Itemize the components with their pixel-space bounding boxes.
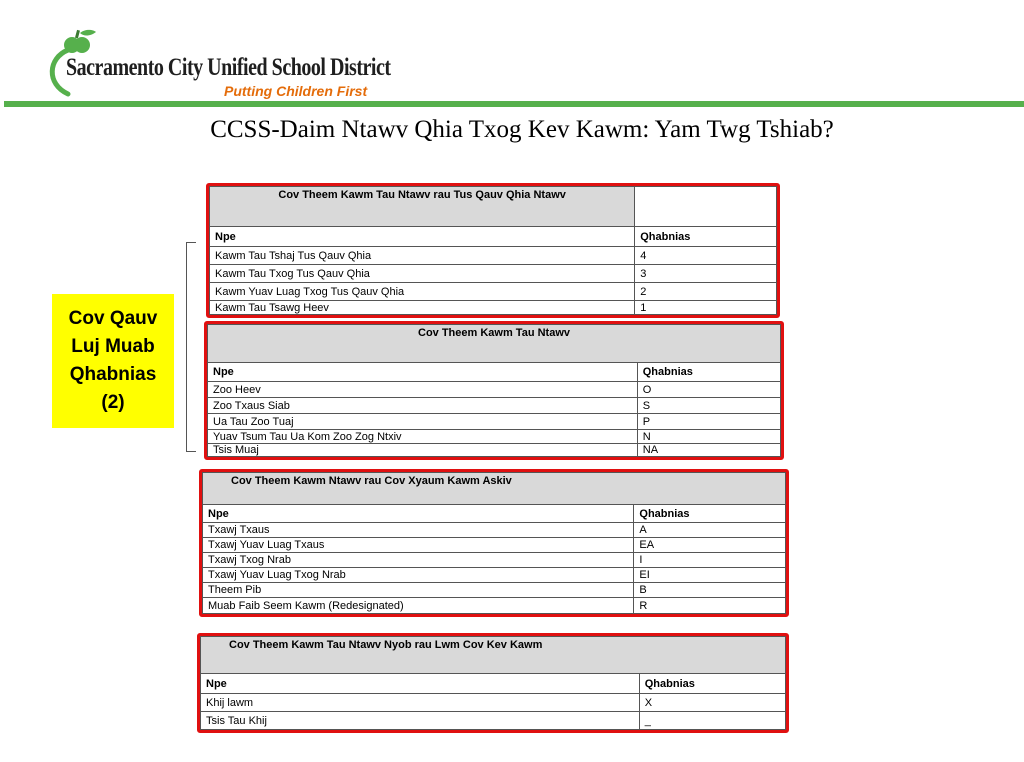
row-grade: 2 [635, 283, 777, 301]
row-name: Kawm Tau Tsawg Heev [210, 301, 635, 315]
performance-table [204, 321, 784, 460]
english-learner-table [199, 469, 789, 617]
row-name: Theem Pib [203, 583, 634, 598]
column-header-grade: Qhabnias [639, 674, 785, 694]
district-logo [46, 28, 391, 102]
bracket [186, 242, 196, 452]
table-row [208, 414, 781, 430]
table-row [208, 444, 781, 457]
callout-line: (2) [101, 392, 125, 413]
row-grade: N [637, 430, 780, 444]
table-row [210, 247, 777, 265]
row-grade: X [639, 694, 785, 712]
row-grade: A [634, 523, 786, 538]
row-name: Txawj Txaus [203, 523, 634, 538]
grading-callout [52, 294, 174, 428]
row-name: Txawj Yuav Luag Txog Nrab [203, 568, 634, 583]
header-rule [4, 101, 1024, 107]
row-name: Txawj Yuav Luag Txaus [203, 538, 634, 553]
table-title-blank [635, 187, 777, 227]
column-header-name: Npe [208, 363, 638, 382]
row-grade: EA [634, 538, 786, 553]
table-row [210, 301, 777, 315]
row-name: Muab Faib Seem Kawm (Redesignated) [203, 598, 634, 614]
table-title: Cov Theem Kawm Ntawv rau Cov Xyaum Kawm Askiv [203, 473, 786, 505]
table-row [203, 598, 786, 614]
row-grade: I [634, 553, 786, 568]
row-grade: O [637, 382, 780, 398]
table-row [208, 382, 781, 398]
row-name: Ua Tau Zoo Tuaj [208, 414, 638, 430]
row-grade: S [637, 398, 780, 414]
column-header-grade: Qhabnias [634, 505, 786, 523]
row-name: Tsis Tau Khij [201, 712, 640, 730]
row-grade: 4 [635, 247, 777, 265]
table-row [210, 265, 777, 283]
table-row [201, 712, 786, 730]
table-row [203, 523, 786, 538]
row-grade: R [634, 598, 786, 614]
row-name: Kawm Yuav Luag Txog Tus Qauv Qhia [210, 283, 635, 301]
column-header-name: Npe [210, 227, 635, 247]
row-name: Zoo Txaus Siab [208, 398, 638, 414]
standards-table [206, 183, 780, 318]
page-title: CCSS-Daim Ntawv Qhia Txog Kev Kawm: Yam Twg Tshiab? [210, 116, 834, 143]
callout-line: Cov Qauv [68, 308, 158, 329]
table-row [208, 398, 781, 414]
other-subjects-table [197, 633, 789, 733]
callout-line: Qhabnias [69, 364, 157, 385]
column-header-name: Npe [201, 674, 640, 694]
table-title: Cov Theem Kawm Tau Ntawv rau Tus Qauv Qhia Ntawv [210, 187, 635, 227]
table-row [208, 430, 781, 444]
column-header-grade: Qhabnias [635, 227, 777, 247]
table-row [210, 283, 777, 301]
table-row [203, 568, 786, 583]
row-grade: P [637, 414, 780, 430]
table-row [201, 694, 786, 712]
column-header-name: Npe [203, 505, 634, 523]
row-name: Txawj Txog Nrab [203, 553, 634, 568]
row-grade: EI [634, 568, 786, 583]
row-grade: B [634, 583, 786, 598]
row-grade: NA [637, 444, 780, 457]
row-grade: 3 [635, 265, 777, 283]
row-name: Kawm Tau Tshaj Tus Qauv Qhia [210, 247, 635, 265]
district-tagline: Putting Children First [224, 83, 368, 99]
row-name: Tsis Muaj [208, 444, 638, 457]
row-name: Kawm Tau Txog Tus Qauv Qhia [210, 265, 635, 283]
row-grade: _ [639, 712, 785, 730]
table-title: Cov Theem Kawm Tau Ntawv [208, 325, 781, 363]
table-title: Cov Theem Kawm Tau Ntawv Nyob rau Lwm Cov Kev Kawm [201, 637, 786, 674]
table-row [203, 553, 786, 568]
row-name: Khij lawm [201, 694, 640, 712]
row-grade: 1 [635, 301, 777, 315]
district-name: Sacramento City Unified School District [66, 54, 391, 81]
row-name: Zoo Heev [208, 382, 638, 398]
row-name: Yuav Tsum Tau Ua Kom Zoo Zog Ntxiv [208, 430, 638, 444]
callout-line: Luj Muab [71, 336, 155, 357]
table-row [203, 538, 786, 553]
table-row [203, 583, 786, 598]
column-header-grade: Qhabnias [637, 363, 780, 382]
